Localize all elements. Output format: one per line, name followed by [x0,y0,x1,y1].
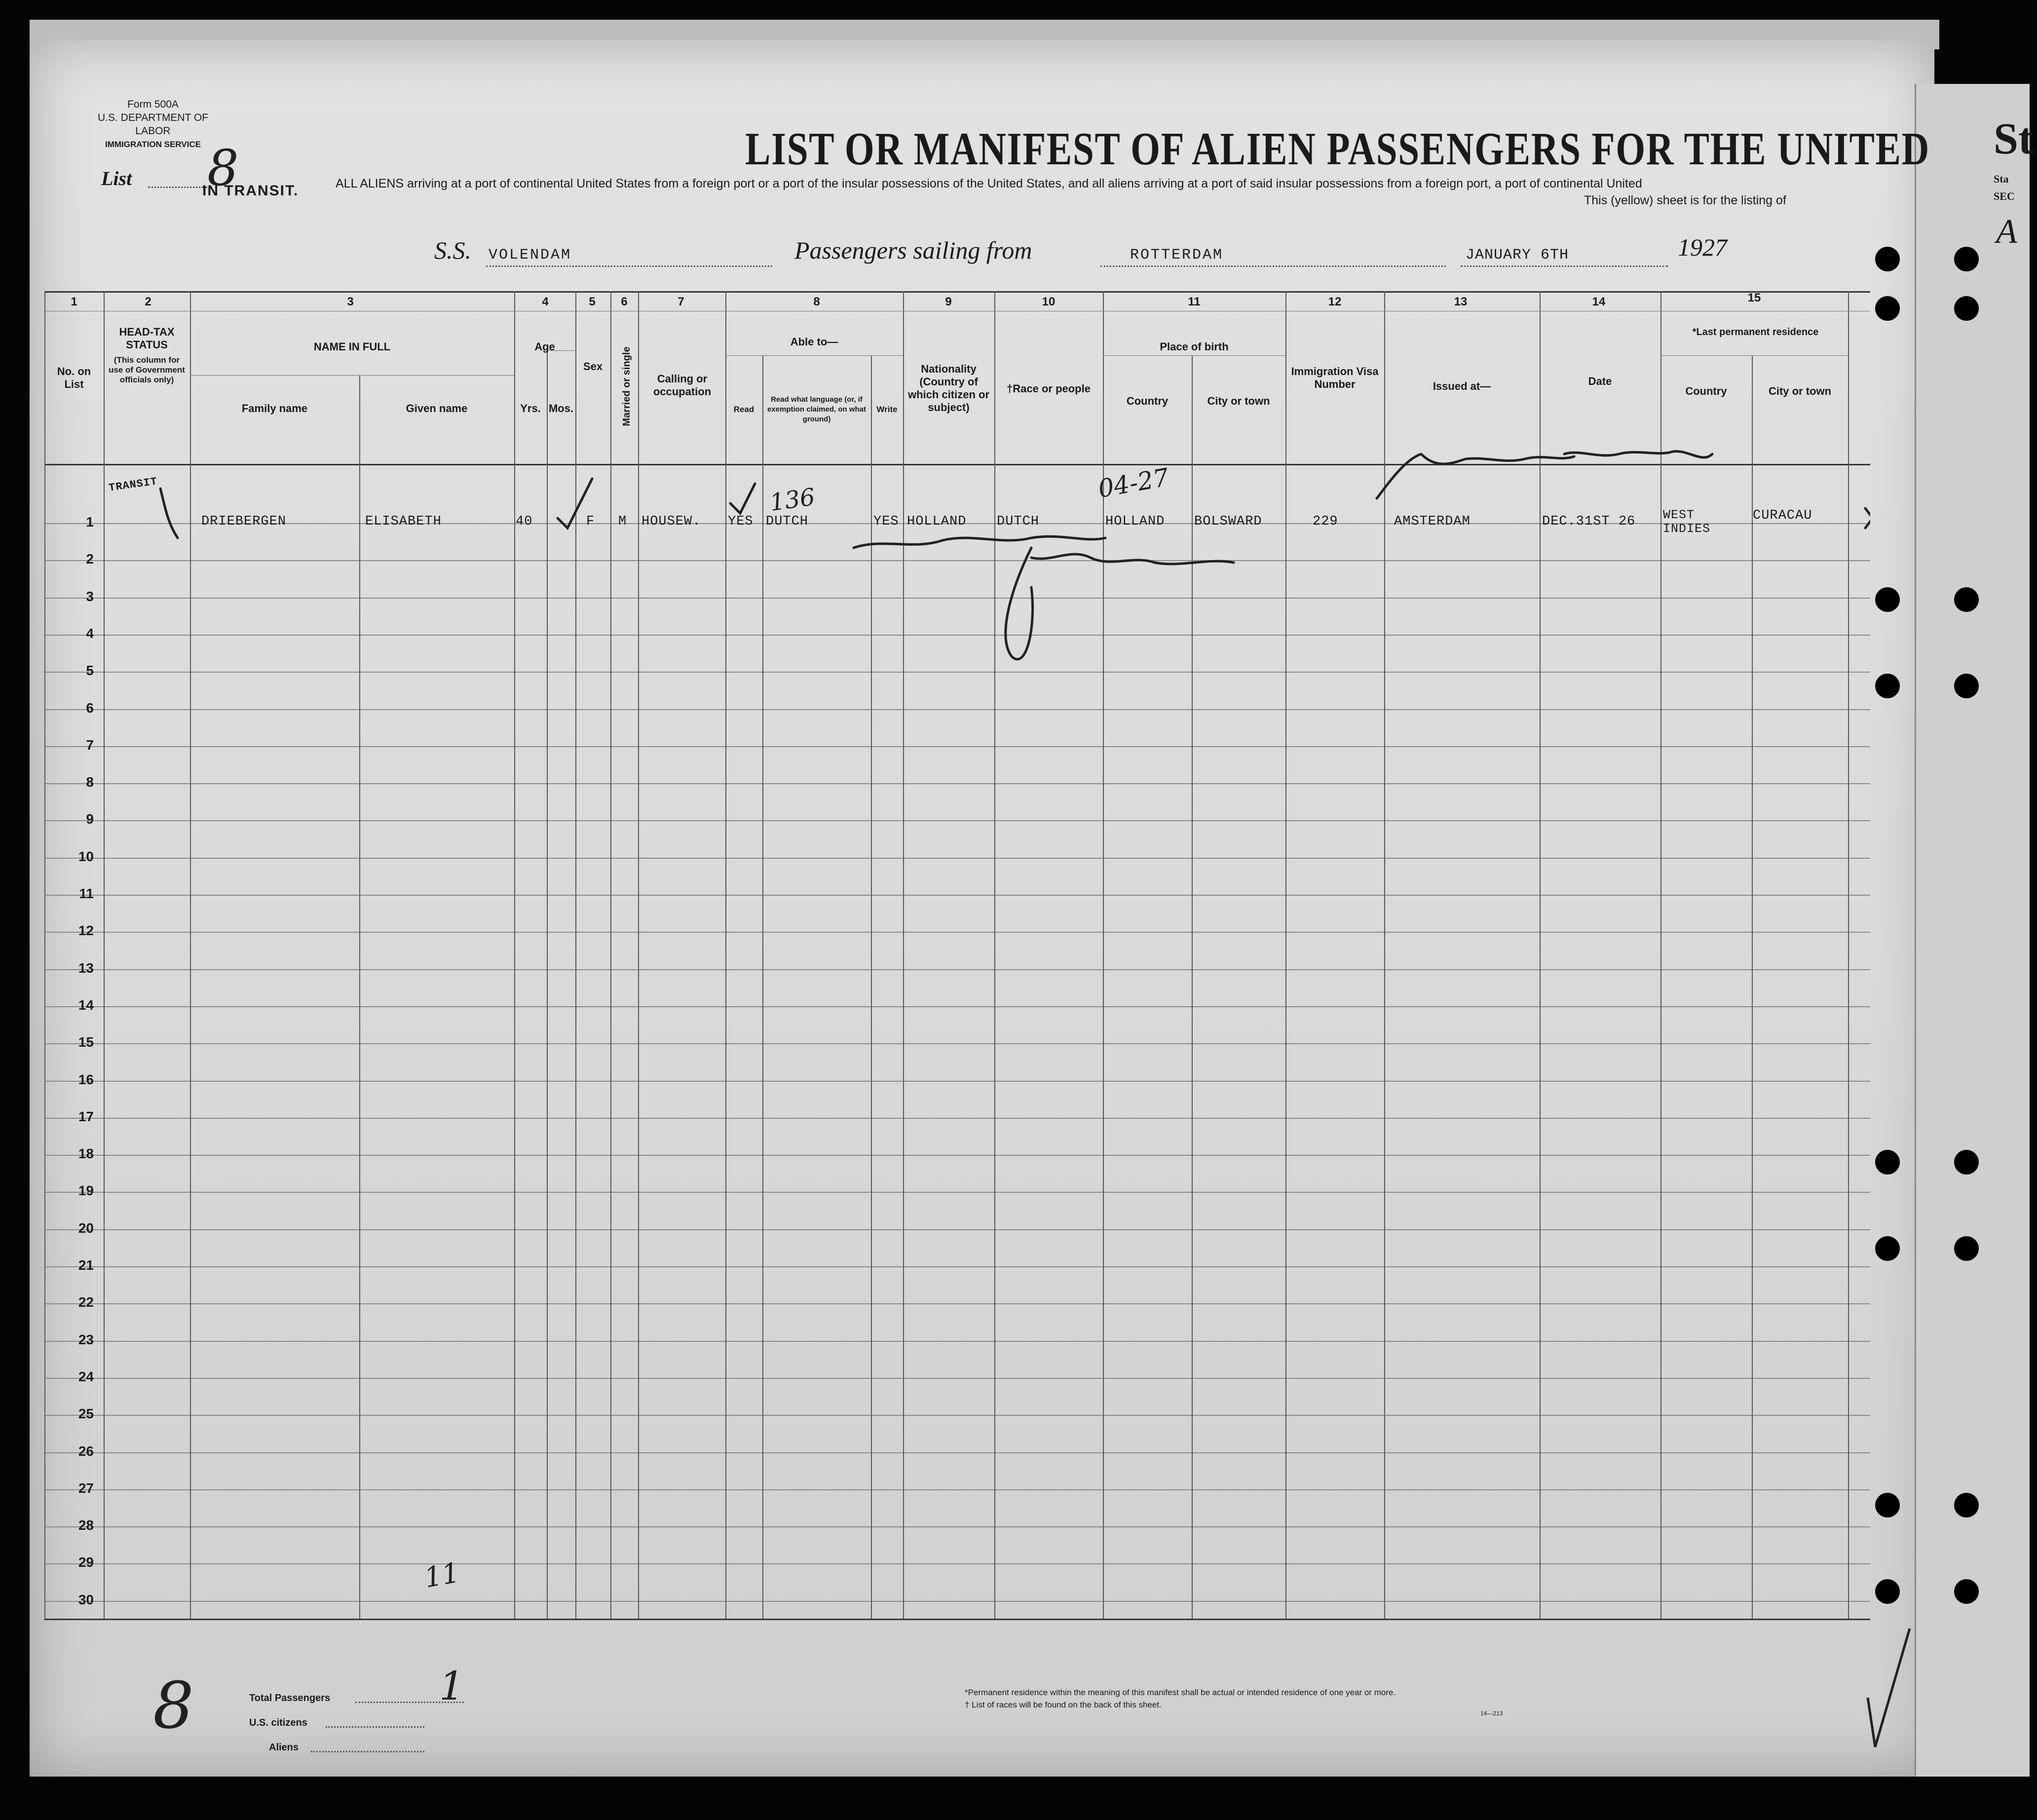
col-number-11: 11 [1188,295,1201,308]
header-sex: Sex [583,360,603,373]
header-family-name: Family name [241,402,308,415]
list-number: 8 [207,139,239,197]
write-cell: YES [873,514,899,529]
given-name-cell: ELISABETH [365,514,442,529]
race-cell: DUTCH [997,514,1040,529]
row-number: 25 [78,1406,94,1422]
intro-line-2: This (yellow) sheet is for the listing of [1584,193,1786,207]
punch-hole [1954,1236,1979,1261]
sailing-date: JANUARY 6TH [1466,247,1569,264]
col-number-13: 13 [1454,295,1468,308]
row-number: 26 [78,1443,94,1459]
row-number: 3 [86,588,94,604]
row-number: 18 [78,1146,94,1162]
sex-cell: F [586,514,595,529]
lr-country-cell: WEST INDIES [1663,508,1711,536]
header-married: Married or single [621,346,632,426]
header-able-to: Able to— [790,336,838,348]
next-page-title-fragment: St [1994,114,2034,163]
row-number: 19 [78,1183,94,1199]
header-last-residence: *Last permanent residence [1692,327,1819,338]
col-number-2: 2 [145,295,151,308]
header-race: †Race or people [1007,382,1091,395]
footnote-residence: *Permanent residence within the meaning of this manifest shall be actual or intended residence of one year or more. [965,1688,1396,1697]
punch-hole [1875,247,1900,271]
sailing-label: Passengers sailing from [794,236,1032,264]
next-page-fragment-2: Sta [1994,173,2009,185]
visa-number-cell: 229 [1313,514,1338,529]
language-cell: DUTCH [766,514,809,529]
page-title: LIST OR MANIFEST OF ALIEN PASSENGERS FOR THE UNITED [745,123,1930,175]
family-name-cell: DRIEBERGEN [201,514,287,529]
header-birth-city: City or town [1207,395,1270,407]
header-nationality: Nationality (Country of which citizen or subject) [907,363,990,414]
col-number-8: 8 [813,295,820,308]
intro-line-1: ALL ALIENS arriving at a port of continental United States from a foreign port or a port of the insular possessions of the United States, and all aliens arriving at a port of said insular possessions from a foreign port, a port of continental United [336,177,1642,190]
punch-hole [1954,296,1979,321]
total-passengers-label: Total Passengers [249,1693,331,1704]
col-number-5: 5 [589,295,596,308]
married-cell: M [618,514,627,529]
row-number: 17 [78,1108,94,1124]
row-number: 22 [78,1294,94,1310]
col-number-7: 7 [678,295,684,308]
punch-hole [1954,1493,1979,1517]
in-transit-label: IN TRANSIT. [202,183,299,199]
read-cell: YES [728,514,754,529]
header-yrs: Yrs. [520,402,541,415]
row-number: 1 [86,514,94,530]
row-number: 7 [86,737,94,753]
row-number: 11 [79,886,94,901]
service: IMMIGRATION SERVICE [105,140,201,149]
row-number: 21 [78,1257,94,1273]
row-number: 12 [78,923,94,939]
header-given-name: Given name [406,402,468,415]
header-write: Write [876,405,898,414]
list-label: List [101,167,132,190]
visa-date-cell: DEC.31ST 26 [1542,514,1636,529]
header-mos: Mos. [548,402,574,415]
row-number: 2 [86,551,94,567]
handwritten-birth-note: 04-27 [1096,462,1171,504]
row-number: 9 [86,811,94,827]
punch-hole [1875,587,1900,612]
footnote-races: † List of races will be found on the back of this sheet. [965,1700,1162,1709]
header-birth-country: Country [1126,395,1169,407]
nationality-cell: HOLLAND [907,514,967,529]
col-number-14: 14 [1592,295,1606,308]
punch-hole [1954,674,1979,698]
handwritten-language-note: 136 [768,483,817,517]
col-number-4: 4 [542,295,549,308]
header-head-tax-note: (This column for use of Government officials only) [109,355,185,384]
handwritten-page-mark: 11 [421,1556,462,1594]
header-read: Read [733,405,754,414]
header-lr-city: City or town [1768,385,1832,397]
next-page-fragment-3: SEC [1994,190,2015,202]
header-calling: Calling or occupation [653,373,712,398]
form-number: Form 500A [127,99,179,110]
port-name: ROTTERDAM [1130,247,1224,264]
row-number: 6 [86,700,94,716]
us-citizens-label: U.S. citizens [249,1717,307,1728]
header-age: Age [534,341,555,353]
occupation-cell: HOUSEW. [641,514,701,529]
margin-handwritten-mark: 8 [153,1668,194,1743]
header-no-on-list: No. on List [57,365,91,390]
punch-hole [1875,674,1900,698]
header-name-in-full: NAME IN FULL [313,341,391,353]
header-read-language: Read what language (or, if exemption claimed, on what ground) [767,395,867,423]
header-place-of-birth: Place of birth [1160,341,1229,353]
age-years-cell: 40 [516,514,533,529]
department: U.S. DEPARTMENT OF LABOR [97,112,209,137]
col-number-9: 9 [945,295,952,308]
col-number-10: 10 [1042,295,1056,308]
sailing-year: 1927 [1678,233,1727,261]
col-number-3: 3 [347,295,354,308]
aliens-label: Aliens [269,1742,299,1753]
row-number: 29 [78,1555,94,1570]
row-number: 16 [78,1071,94,1087]
col-number-1: 1 [71,295,77,308]
lr-city-cell: CURACAU [1753,508,1812,523]
row-number: 30 [78,1592,94,1607]
row-number: 27 [78,1480,94,1496]
issued-at-cell: AMSTERDAM [1394,514,1471,529]
ss-label: S.S. [434,236,471,264]
header-lr-country: Country [1685,385,1727,397]
punch-hole [1875,1579,1900,1604]
header-visa: Immigration Visa Number [1291,365,1379,390]
header-date: Date [1588,375,1612,387]
form-code: 14—213 [1480,1710,1503,1717]
col-number-6: 6 [621,295,628,308]
header-issued-at: Issued at— [1433,380,1491,392]
punch-hole [1954,1150,1979,1175]
row-number: 28 [78,1517,94,1533]
birth-country-cell: HOLLAND [1105,514,1165,529]
punch-hole [1954,587,1979,612]
birth-city-cell: BOLSWARD [1194,514,1262,529]
row-number: 14 [78,997,94,1013]
row-number: 8 [86,774,94,790]
total-passengers-value: 1 [439,1663,464,1709]
header-head-tax: HEAD-TAX STATUS [119,326,175,351]
row-number: 5 [86,663,94,679]
punch-hole [1875,1150,1900,1175]
row-number: 15 [78,1034,94,1050]
punch-hole [1875,1236,1900,1261]
punch-hole [1875,296,1900,321]
punch-hole [1954,247,1979,271]
next-page-fragment-4: A [1996,213,2017,251]
head-tax-status: TRANSIT [108,475,158,494]
row-number: 24 [78,1368,94,1384]
row-number: 20 [78,1220,94,1236]
col-number-12: 12 [1328,295,1342,308]
ship-name: VOLENDAM [489,247,572,264]
col-number-15: 15 [1747,291,1761,304]
punch-hole [1875,1493,1900,1517]
row-number: 4 [86,625,94,641]
row-number: 13 [78,960,94,976]
punch-hole [1954,1579,1979,1604]
row-number: 23 [78,1331,94,1347]
row-number: 10 [78,848,94,864]
